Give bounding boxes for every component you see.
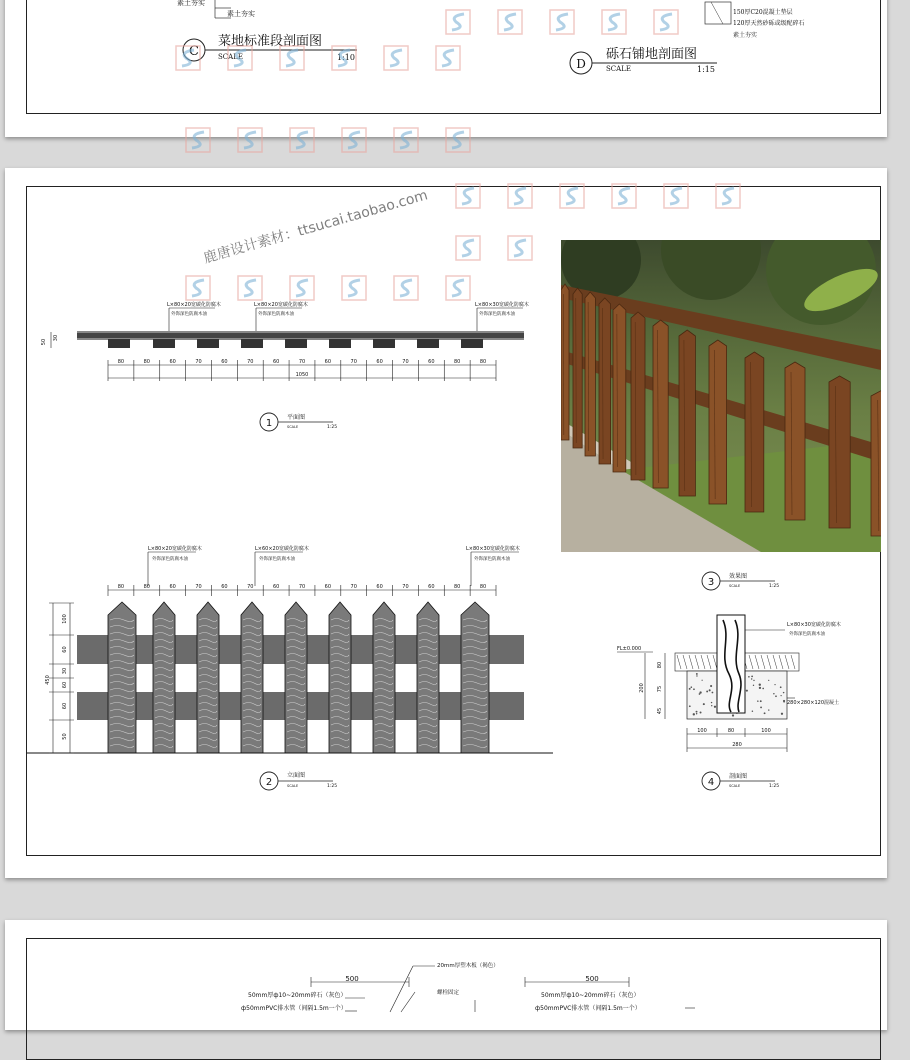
elev-dim-14: 80	[454, 584, 460, 590]
elev-vdim-3: 30	[62, 668, 68, 674]
plan-dim-7: 60	[273, 359, 279, 365]
plan-dim-13: 60	[428, 359, 434, 365]
section-vdim-2: 75	[657, 686, 663, 692]
plan-dim-4: 70	[195, 359, 201, 365]
elev-dim-12: 70	[402, 584, 408, 590]
sheet3-left-note-2: ф50mmPVC排水管（间隔1.5m一个）	[241, 1004, 347, 1012]
plan-post-3	[197, 339, 219, 348]
elev-dim-8: 70	[299, 584, 305, 590]
elev-dim-3: 60	[169, 584, 175, 590]
elev-callout-2	[255, 545, 309, 586]
plan-post-9	[461, 339, 483, 348]
elev-number: 2	[266, 777, 272, 788]
plan-post-2	[153, 339, 175, 348]
elev-vdim-5: 60	[62, 703, 68, 709]
detail-c-scale-label: SCALE	[218, 53, 243, 61]
plan-dim-14: 80	[454, 359, 460, 365]
elev-dim-9: 60	[325, 584, 331, 590]
elev-posts	[108, 602, 489, 753]
section-vdim-1: 80	[657, 662, 663, 668]
plan-callout-2-line2: 外饰深色防腐木油	[258, 310, 294, 317]
note-d-2: 120厚天然砂砾或级配碎石	[733, 19, 804, 27]
photo-scale: 1:25	[769, 583, 779, 589]
elev-callout-1-line1: L×80×20宽碳化防腐木	[148, 545, 202, 552]
elevation-view	[27, 545, 553, 790]
section-title-block	[702, 772, 779, 790]
note-c-2: 素土夯实	[227, 9, 255, 18]
elev-vdim-2: 60	[62, 646, 68, 652]
detail-c-number: C	[189, 44, 199, 59]
plan-posts	[108, 339, 483, 348]
elev-scale-label: SCALE	[287, 784, 298, 788]
elev-total-height: 450	[45, 675, 51, 685]
photo-title-block	[702, 572, 779, 590]
plan-callout-2-line1: L×80×20宽碳化防腐木	[254, 301, 308, 308]
plan-rail	[77, 333, 524, 338]
photo-number: 3	[708, 577, 714, 588]
elev-dim-10: 70	[351, 584, 357, 590]
elev-dim-7: 60	[273, 584, 279, 590]
drawing-sheet-1	[5, 0, 887, 137]
section-hdim-1: 100	[697, 728, 707, 734]
section-callout-line1: L×80×30宽碳化防腐木	[787, 621, 841, 628]
elev-vdim-4: 60	[62, 682, 68, 688]
plan-dim-3: 60	[169, 359, 175, 365]
detail-d-number: D	[576, 57, 586, 71]
detail-c-notes	[177, 0, 255, 18]
plan-callout-2	[254, 301, 308, 331]
elev-callout-1	[148, 545, 202, 586]
plan-dim-2: 80	[144, 359, 150, 365]
sheet-3-drawing	[5, 920, 887, 1030]
photo-title: 效果图	[729, 572, 747, 580]
elev-dim-1: 80	[118, 584, 124, 590]
plan-dim-11: 60	[376, 359, 382, 365]
drawing-sheet-3	[5, 920, 887, 1030]
plan-callout-3-line1: L×80×30宽碳化防腐木	[475, 301, 529, 308]
plan-callout-1-line1: L×80×20宽碳化防腐木	[167, 301, 221, 308]
elev-callout-2-line1: L×60×20宽碳化防腐木	[255, 545, 309, 552]
plan-dim-9: 60	[325, 359, 331, 365]
plan-dim-5: 60	[221, 359, 227, 365]
elev-title: 立面图	[287, 771, 305, 779]
elev-dim-5: 60	[221, 584, 227, 590]
section-view	[617, 615, 841, 790]
elev-dim-11: 60	[376, 584, 382, 590]
section-title: 剖面图	[729, 772, 747, 780]
plan-dim-15: 80	[480, 359, 486, 365]
sheet3-dim-right: 500	[585, 975, 598, 983]
drawing-sheet-2	[5, 168, 887, 878]
section-number: 4	[708, 777, 714, 788]
detail-c-title: 菜地标准段剖面图	[218, 33, 322, 49]
plan-title: 平面图	[287, 413, 305, 421]
sheet3-right-note-1: 50mm厚ф10~20mm碎石（灰色）	[541, 991, 639, 999]
plan-callout-1	[167, 301, 221, 331]
sheet-1-drawing	[5, 0, 887, 137]
elev-dim-4: 70	[195, 584, 201, 590]
plan-post-7	[373, 339, 395, 348]
elev-vdim-6: 50	[62, 733, 68, 739]
plan-dim-10: 70	[351, 359, 357, 365]
detail-d-scale-label: SCALE	[606, 65, 631, 73]
elev-dim-15: 80	[480, 584, 486, 590]
plan-view	[41, 301, 529, 431]
section-scale-label: SCALE	[729, 784, 740, 788]
plan-callout-1-line2: 外饰深色防腐木油	[171, 310, 207, 317]
elev-scale: 1:25	[327, 783, 337, 789]
sheet3-right-note-2: ф50mmPVC排水管（间隔1.5m一个）	[535, 1004, 641, 1012]
section-hdim-2: 80	[728, 728, 734, 734]
detail-d-notes	[705, 2, 804, 39]
section-vdim-total: 200	[639, 683, 645, 693]
section-base-note: 280×280×120混凝土	[787, 699, 839, 706]
section-post	[717, 615, 745, 713]
elev-callout-1-line2: 外饰深色防腐木油	[152, 555, 188, 562]
section-hdim-3: 100	[761, 728, 771, 734]
plan-post-5	[285, 339, 307, 348]
plan-post-1	[108, 339, 130, 348]
elev-callout-3-line2: 外饰深色防腐木油	[474, 555, 510, 562]
plan-post-6	[329, 339, 351, 348]
plan-post-4	[241, 339, 263, 348]
elev-callout-3	[466, 545, 520, 586]
plan-scale-label: SCALE	[287, 425, 298, 429]
elev-vdim-1: 100	[62, 614, 68, 624]
photo-scale-label: SCALE	[729, 584, 740, 588]
plan-dim-1: 80	[118, 359, 124, 365]
plan-dim-8: 70	[299, 359, 305, 365]
section-vdim-3: 45	[657, 708, 663, 714]
plan-title-block	[260, 413, 337, 431]
sheet3-left-note-1: 50mm厚ф10~20mm碎石（灰色）	[248, 991, 346, 999]
elev-callout-3-line1: L×80×30宽碳化防腐木	[466, 545, 520, 552]
elev-dim-13: 60	[428, 584, 434, 590]
plan-side-dim-1: 50	[41, 339, 47, 345]
note-d-1: 150厚C20混凝土垫层	[733, 8, 793, 16]
watermark-text: 鹿唐设计素材：ttsucai.taobao.com	[201, 186, 429, 266]
plan-callout-3	[475, 301, 529, 331]
plan-side-dim-2: 30	[53, 335, 59, 341]
note-d-3: 素土夯实	[733, 31, 757, 39]
detail-d-scale: 1:15	[697, 65, 715, 74]
section-fl-level: FL±0.000	[617, 646, 641, 652]
section-scale: 1:25	[769, 783, 779, 789]
sheet3-mid-note: 螺栓固定	[437, 988, 460, 996]
sheet3-top-note: 20mm厚塑木板（褐色）	[437, 961, 499, 969]
section-callout-line2: 外饰深色防腐木油	[789, 630, 825, 637]
sheet3-dim-left: 500	[345, 975, 358, 983]
plan-scale: 1:25	[327, 424, 337, 430]
elev-dim-2: 80	[144, 584, 150, 590]
elev-title-block	[260, 771, 337, 790]
plan-post-8	[417, 339, 439, 348]
plan-dim-12: 70	[402, 359, 408, 365]
sheet-2-drawing	[5, 168, 887, 878]
detail-c-title-block	[183, 33, 357, 62]
elev-callout-2-line2: 外饰深色防腐木油	[259, 555, 295, 562]
plan-number: 1	[266, 418, 272, 429]
detail-c-scale: 1:10	[337, 53, 355, 62]
detail-d-title-block	[570, 46, 717, 74]
detail-d-title: 砾石铺地剖面图	[606, 46, 697, 62]
section-hdim-total: 280	[732, 742, 742, 748]
plan-callout-3-line2: 外饰深色防腐木油	[479, 310, 515, 317]
plan-total-dim: 1050	[296, 372, 309, 378]
plan-dim-6: 70	[247, 359, 253, 365]
elev-dim-6: 70	[247, 584, 253, 590]
note-c-1: 素土夯实	[177, 0, 205, 7]
